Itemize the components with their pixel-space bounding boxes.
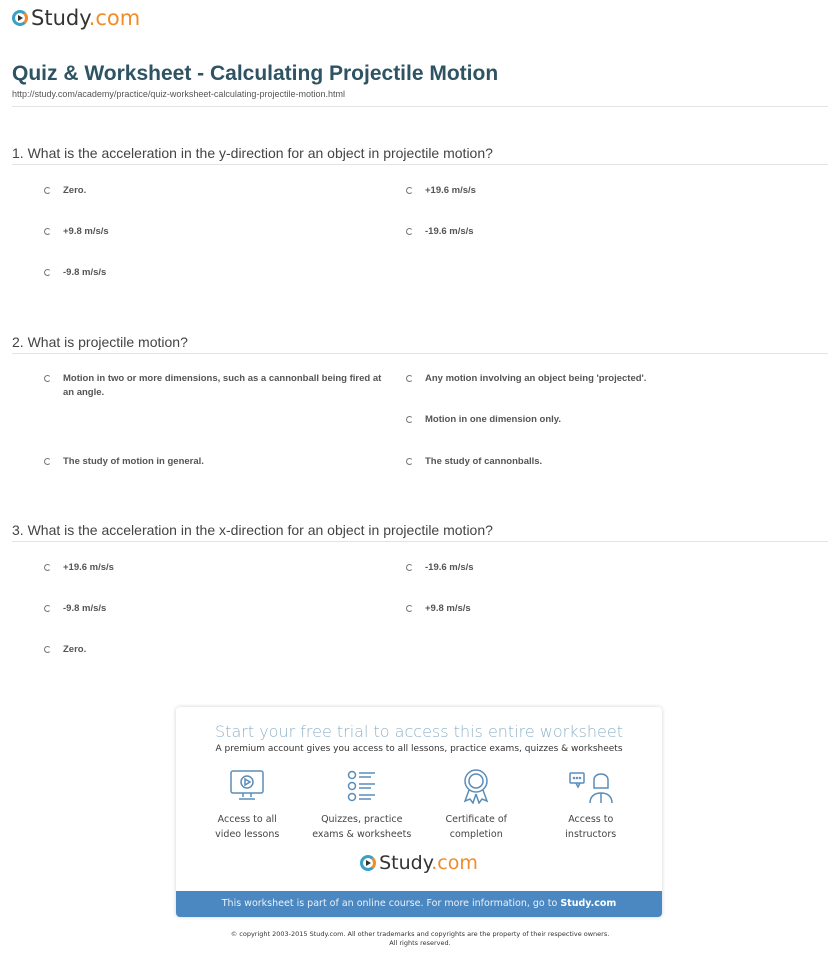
logo-tld: .com	[431, 852, 478, 874]
study-logo[interactable]	[12, 6, 140, 30]
radio-icon[interactable]	[406, 458, 413, 465]
study-link[interactable]: Study.com	[560, 898, 617, 909]
feature-label: completion	[449, 829, 503, 840]
copyright-line: © copyright 2003-2015 Study.com. All other trademarks and copyrights are the property of their respective owners.	[230, 930, 610, 938]
play-logo-icon	[12, 10, 28, 26]
answer-option[interactable]: The study of motion in general.	[44, 455, 204, 469]
copyright-line: All rights reserved.	[389, 939, 451, 947]
radio-icon[interactable]	[44, 564, 51, 571]
radio-icon[interactable]	[44, 646, 51, 653]
radio-icon[interactable]	[44, 605, 51, 612]
radio-icon[interactable]	[406, 187, 413, 194]
feature-label: Access to all	[217, 814, 277, 825]
feature-label: Access to	[568, 814, 614, 825]
answer-option[interactable]: +9.8 m/s/s	[406, 602, 471, 616]
answer-option[interactable]: Zero.	[44, 184, 86, 198]
feature-label: exams & worksheets	[312, 829, 412, 840]
question-3: 3. What is the acceleration in the x-direction for an object in projectile motion?	[12, 522, 493, 538]
feature-label: instructors	[565, 829, 617, 840]
answer-option[interactable]: -19.6 m/s/s	[406, 561, 474, 575]
free-trial-promo	[176, 707, 662, 917]
logo-text: Study	[379, 852, 432, 874]
radio-icon[interactable]	[44, 228, 51, 235]
answer-option[interactable]: -9.8 m/s/s	[44, 266, 106, 280]
page-url: http://study.com/academy/practice/quiz-worksheet-calculating-projectile-motion.html	[12, 89, 345, 99]
course-info-banner	[176, 891, 662, 917]
feature-instructors	[536, 768, 646, 842]
banner-text: This worksheet is part of an online course. For more information, go to	[221, 898, 561, 909]
video-monitor-icon	[229, 768, 265, 804]
logo-text: Study	[31, 6, 89, 30]
feature-label: Certificate of	[445, 814, 508, 825]
answer-option[interactable]: Motion in one dimension only.	[406, 413, 561, 427]
question-1: 1. What is the acceleration in the y-direction for an object in projectile motion?	[12, 145, 493, 161]
radio-icon[interactable]	[44, 187, 51, 194]
answer-option[interactable]: +19.6 m/s/s	[406, 184, 476, 198]
answer-option[interactable]: Any motion involving an object being 'projected'.	[406, 372, 646, 386]
certificate-ribbon-icon	[458, 768, 494, 804]
answer-option[interactable]: -19.6 m/s/s	[406, 225, 474, 239]
question-2: 2. What is projectile motion?	[12, 334, 188, 350]
checklist-icon	[344, 768, 380, 804]
radio-icon[interactable]	[406, 605, 413, 612]
feature-video-lessons	[192, 768, 302, 842]
logo-tld: .com	[88, 6, 141, 30]
radio-icon[interactable]	[406, 228, 413, 235]
radio-icon[interactable]	[44, 458, 51, 465]
play-logo-icon	[360, 855, 376, 871]
instructor-chat-icon	[568, 768, 614, 804]
feature-label: Quizzes, practice	[321, 814, 403, 825]
radio-icon[interactable]	[44, 375, 51, 382]
radio-icon[interactable]	[406, 564, 413, 571]
copyright	[0, 930, 840, 948]
radio-icon[interactable]	[44, 269, 51, 276]
divider	[12, 106, 828, 107]
feature-quizzes	[307, 768, 417, 842]
radio-icon[interactable]	[406, 375, 413, 382]
divider	[12, 164, 828, 165]
page-title: Quiz & Worksheet - Calculating Projectile Motion	[12, 62, 499, 85]
radio-icon[interactable]	[406, 416, 413, 423]
answer-option[interactable]: The study of cannonballs.	[406, 455, 542, 469]
answer-option[interactable]: Motion in two or more dimensions, such as a cannonball being fired at an angle.	[44, 372, 394, 400]
promo-study-logo[interactable]	[176, 852, 662, 874]
divider	[12, 541, 828, 542]
answer-option[interactable]: -9.8 m/s/s	[44, 602, 106, 616]
answer-option[interactable]: Zero.	[44, 643, 86, 657]
feature-certificate	[421, 768, 531, 842]
answer-option[interactable]: +9.8 m/s/s	[44, 225, 109, 239]
promo-subtitle: A premium account gives you access to all lessons, practice exams, quizzes & worksheets	[215, 744, 623, 754]
answer-option[interactable]: +19.6 m/s/s	[44, 561, 114, 575]
divider	[12, 353, 828, 354]
feature-label: video lessons	[215, 829, 280, 840]
promo-title: Start your free trial to access this entire worksheet	[215, 722, 623, 741]
